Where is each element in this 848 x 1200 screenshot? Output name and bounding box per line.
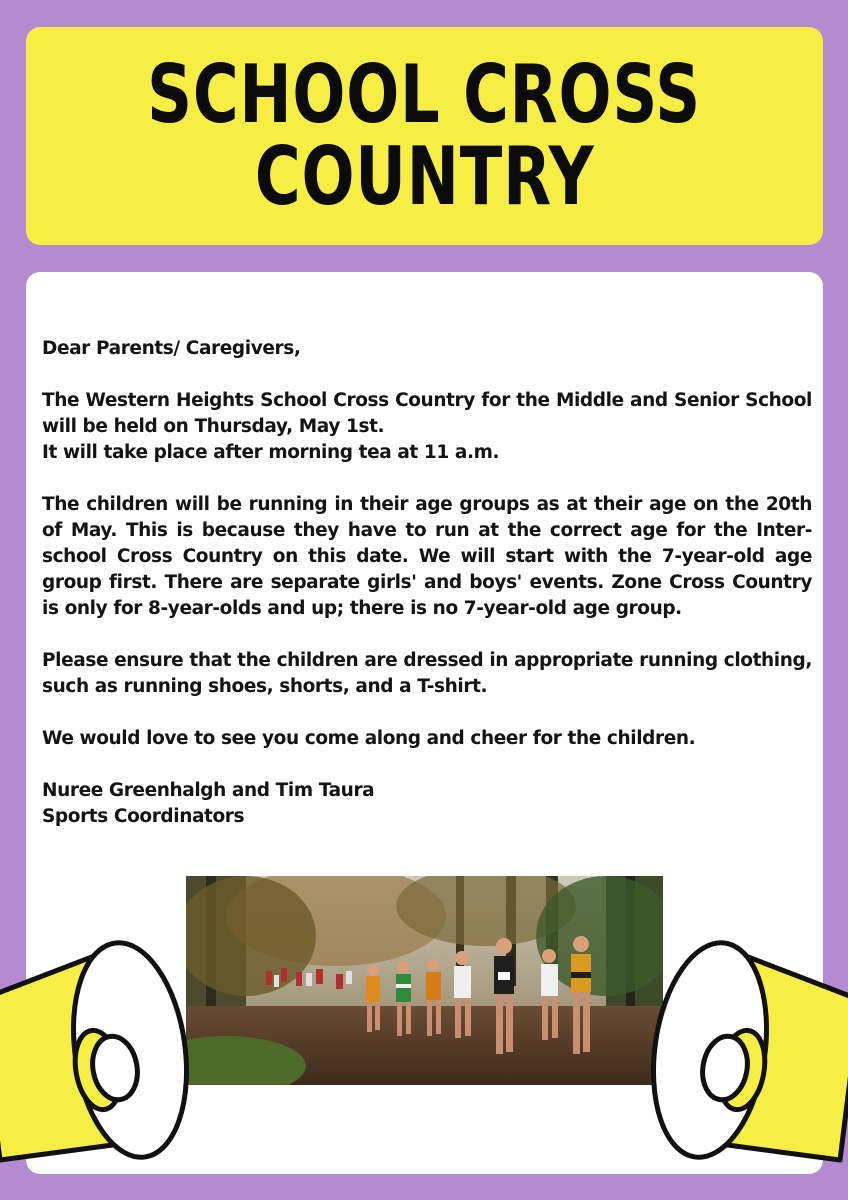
- event-date-text: The Western Heights School Cross Country for the Middle and Senior School will be held on Thursday, May 1st.: [42, 390, 812, 437]
- paragraph-age-groups: The children will be running in their age groups as at their age on the 20th of May. This is because they have to run at the correct age for the Inter-school Cross Country on this date. We will start with the 7-year-old age group first. There are separate girls' and boys' events. Zone Cross Country is only for 8-year-olds and up; there is no 7-year-old age group.: [42, 494, 812, 619]
- paragraph-event-details: [42, 388, 812, 466]
- greeting: Dear Parents/ Caregivers,: [42, 338, 301, 359]
- letter-body: [42, 336, 812, 856]
- signature: [42, 778, 812, 830]
- title-banner: [26, 27, 823, 245]
- megaphone-icon: [640, 940, 848, 1184]
- event-time-text: It will take place after morning tea at 11 a.m.: [42, 442, 500, 463]
- paragraph-clothing: Please ensure that the children are dressed in appropriate running clothing, such as running shoes, shorts, and a T-shirt.: [42, 650, 812, 697]
- title-line-2: COUNTRY: [254, 130, 595, 223]
- title-line-1: SCHOOL CROSS: [147, 48, 702, 141]
- paragraph-invitation: We would love to see you come along and cheer for the children.: [42, 728, 696, 749]
- signature-names: Nuree Greenhalgh and Tim Taura: [42, 780, 375, 801]
- signature-role: Sports Coordinators: [42, 806, 245, 827]
- megaphone-icon: [0, 940, 200, 1184]
- runners-photo: [186, 876, 663, 1085]
